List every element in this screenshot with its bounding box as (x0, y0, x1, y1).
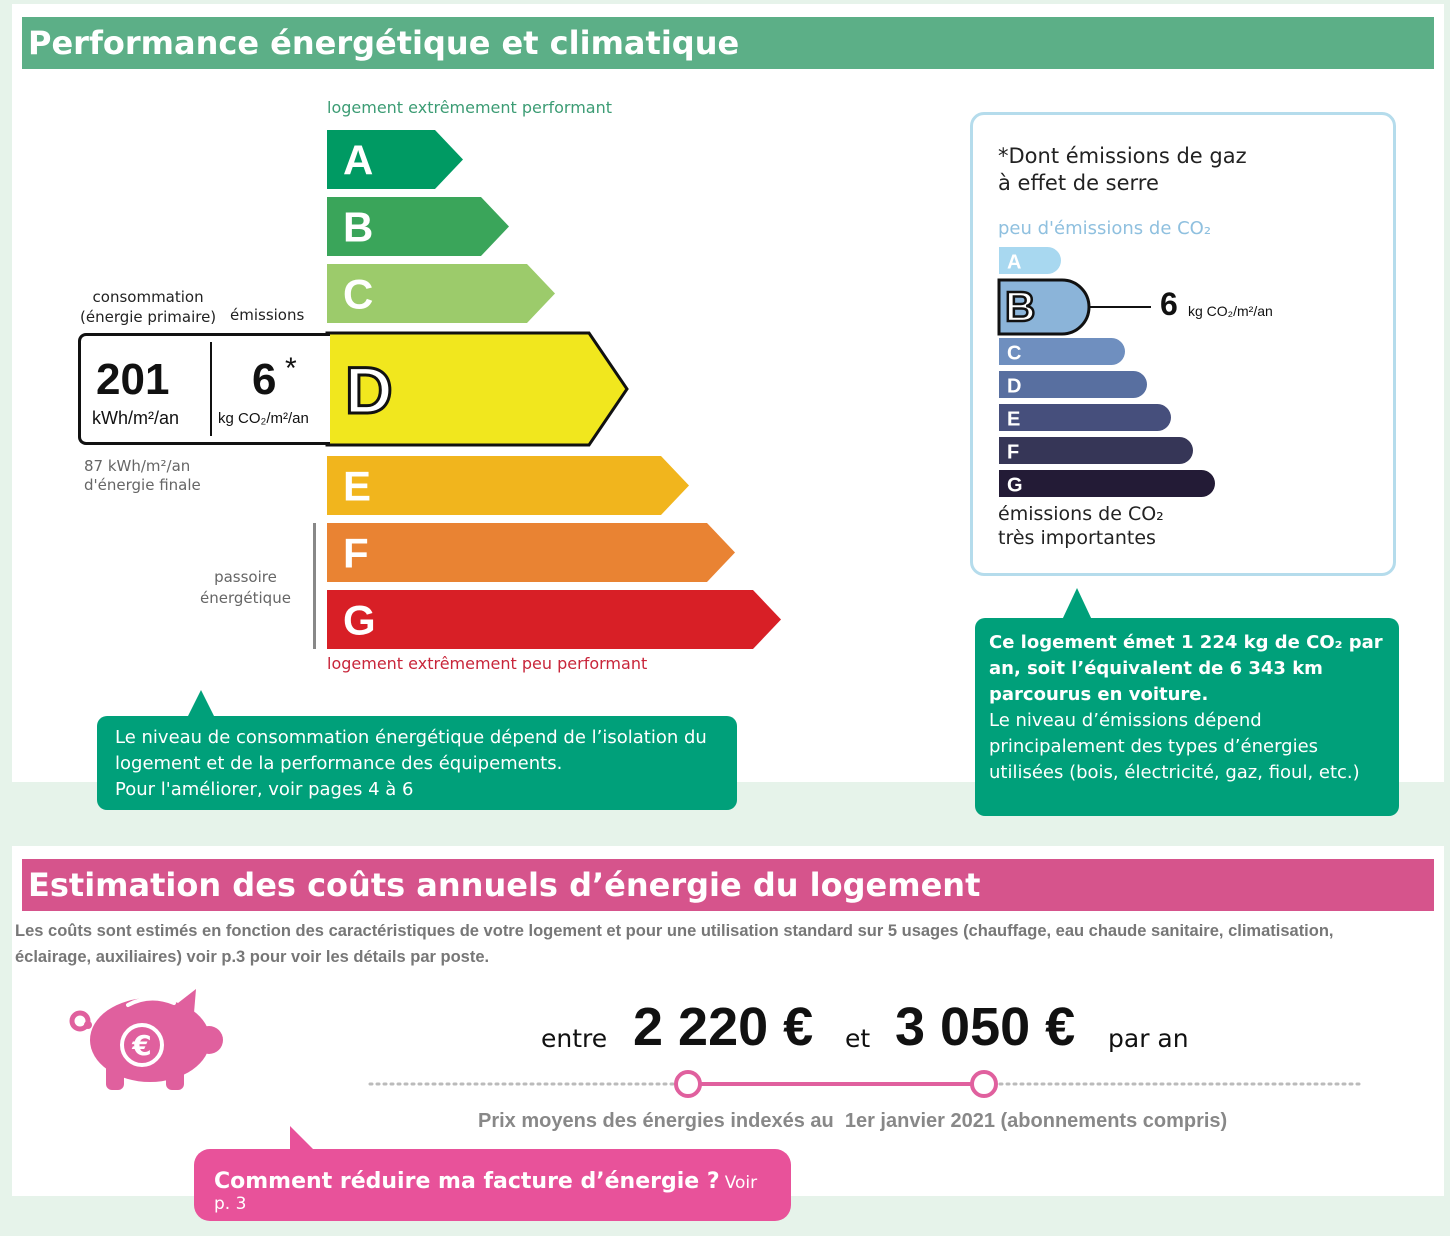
scale-bottom-label: logement extrêmement peu performant (327, 654, 648, 673)
ges-top-label: peu d'émissions de CO₂ (998, 218, 1212, 239)
ges-value: 6 (1160, 286, 1178, 322)
ges-bar-f (999, 437, 1193, 464)
prices-note: Prix moyens des énergies indexés au 1er janvier 2021 (abonnements compris) (478, 1110, 1228, 1132)
bubble-right-pointer (1062, 588, 1092, 620)
bubble-left-text: Le niveau de consommation énergétique dépend de l’isolation du logement et de la performance des équipements. Pour l'améliorer, voir pages 4 à 6 (115, 727, 707, 800)
consumption-header: consommation (énergie primaire) (80, 288, 217, 326)
scale-top-label: logement extrêmement performant (327, 98, 612, 117)
ges-bottom-label: émissions de CO₂ très importantes (998, 503, 1164, 549)
ges-letter-e: E (1007, 408, 1021, 431)
dpe-letter-a: A (343, 136, 374, 184)
dpe-letter-g: G (343, 596, 376, 644)
ges-letter-d: D (1007, 375, 1022, 398)
emissions-header: émissions (230, 306, 305, 324)
dpe-letter-c: C (343, 270, 374, 318)
ges-letter-c: C (1007, 342, 1022, 365)
dpe-letter-f: F (343, 529, 369, 577)
bubble-right-text: Le niveau d’émissions dépend principalement des types d’énergies utilisées (bois, électricité, gaz, fioul, etc.) (989, 710, 1360, 783)
ges-letter-b: B (1005, 283, 1036, 330)
cost-low: 2 220 € (633, 997, 814, 1057)
costs-title: Estimation des coûts annuels d’énergie du logement (22, 859, 1434, 911)
ges-scale (0, 0, 1450, 600)
ges-letter-a: A (1007, 251, 1022, 274)
ges-letter-f: F (1007, 441, 1020, 464)
ges-letter-g: G (1007, 474, 1023, 497)
reduce-bill-button[interactable] (194, 1149, 791, 1221)
cost-range-line (360, 1066, 1370, 1102)
bubble-right (975, 618, 1399, 816)
dpe-letter-e: E (343, 462, 372, 510)
bubble-right-bold: Ce logement émet 1 224 kg de CO₂ par an, soit l’équivalent de 6 343 km parcourus en voiture. (989, 632, 1383, 705)
cost-entre: entre (541, 1024, 608, 1053)
reduce-bill-link[interactable]: Voir p. 3 (214, 1173, 758, 1214)
final-energy: 87 kWh/m²/an d'énergie finale (84, 457, 201, 494)
reduce-bill-text: Comment réduire ma facture d’énergie ? (214, 1169, 720, 1194)
emission-star: * (285, 352, 297, 385)
ges-bar-g (999, 470, 1215, 497)
consumption-unit: kWh/m²/an (92, 408, 180, 428)
emission-unit: kg CO₂/m²/an (218, 410, 309, 427)
ges-title: *Dont émissions de gaz à effet de serre (998, 144, 1247, 195)
cost-par-an: par an (1108, 1024, 1189, 1053)
svg-text:€: € (132, 1029, 152, 1062)
performance-title: Performance énergétique et climatique (22, 17, 1434, 69)
bubble-left-pointer (187, 690, 215, 718)
ges-unit: kg CO₂/m²/an (1188, 303, 1273, 319)
passoire-label: passoire énergétique (200, 568, 291, 607)
bubble-left (97, 716, 737, 810)
dpe-letter-b: B (343, 203, 374, 251)
cost-et: et (845, 1024, 871, 1053)
piggy-bank-icon (66, 985, 226, 1095)
cost-high: 3 050 € (895, 997, 1076, 1057)
emission-value: 6 (252, 355, 277, 404)
dpe-letter-d: D (345, 353, 393, 427)
consumption-value: 201 (96, 355, 170, 404)
ges-bar-e (999, 404, 1171, 431)
costs-description: Les coûts sont estimés en fonction des caractéristiques de votre logement et pour une utilisation standard sur 5 usages (chauffage, eau chaude sanitaire, climatisation, éclairage, auxiliaires) voir p.3 pour voir les détails par poste. (15, 922, 1334, 966)
